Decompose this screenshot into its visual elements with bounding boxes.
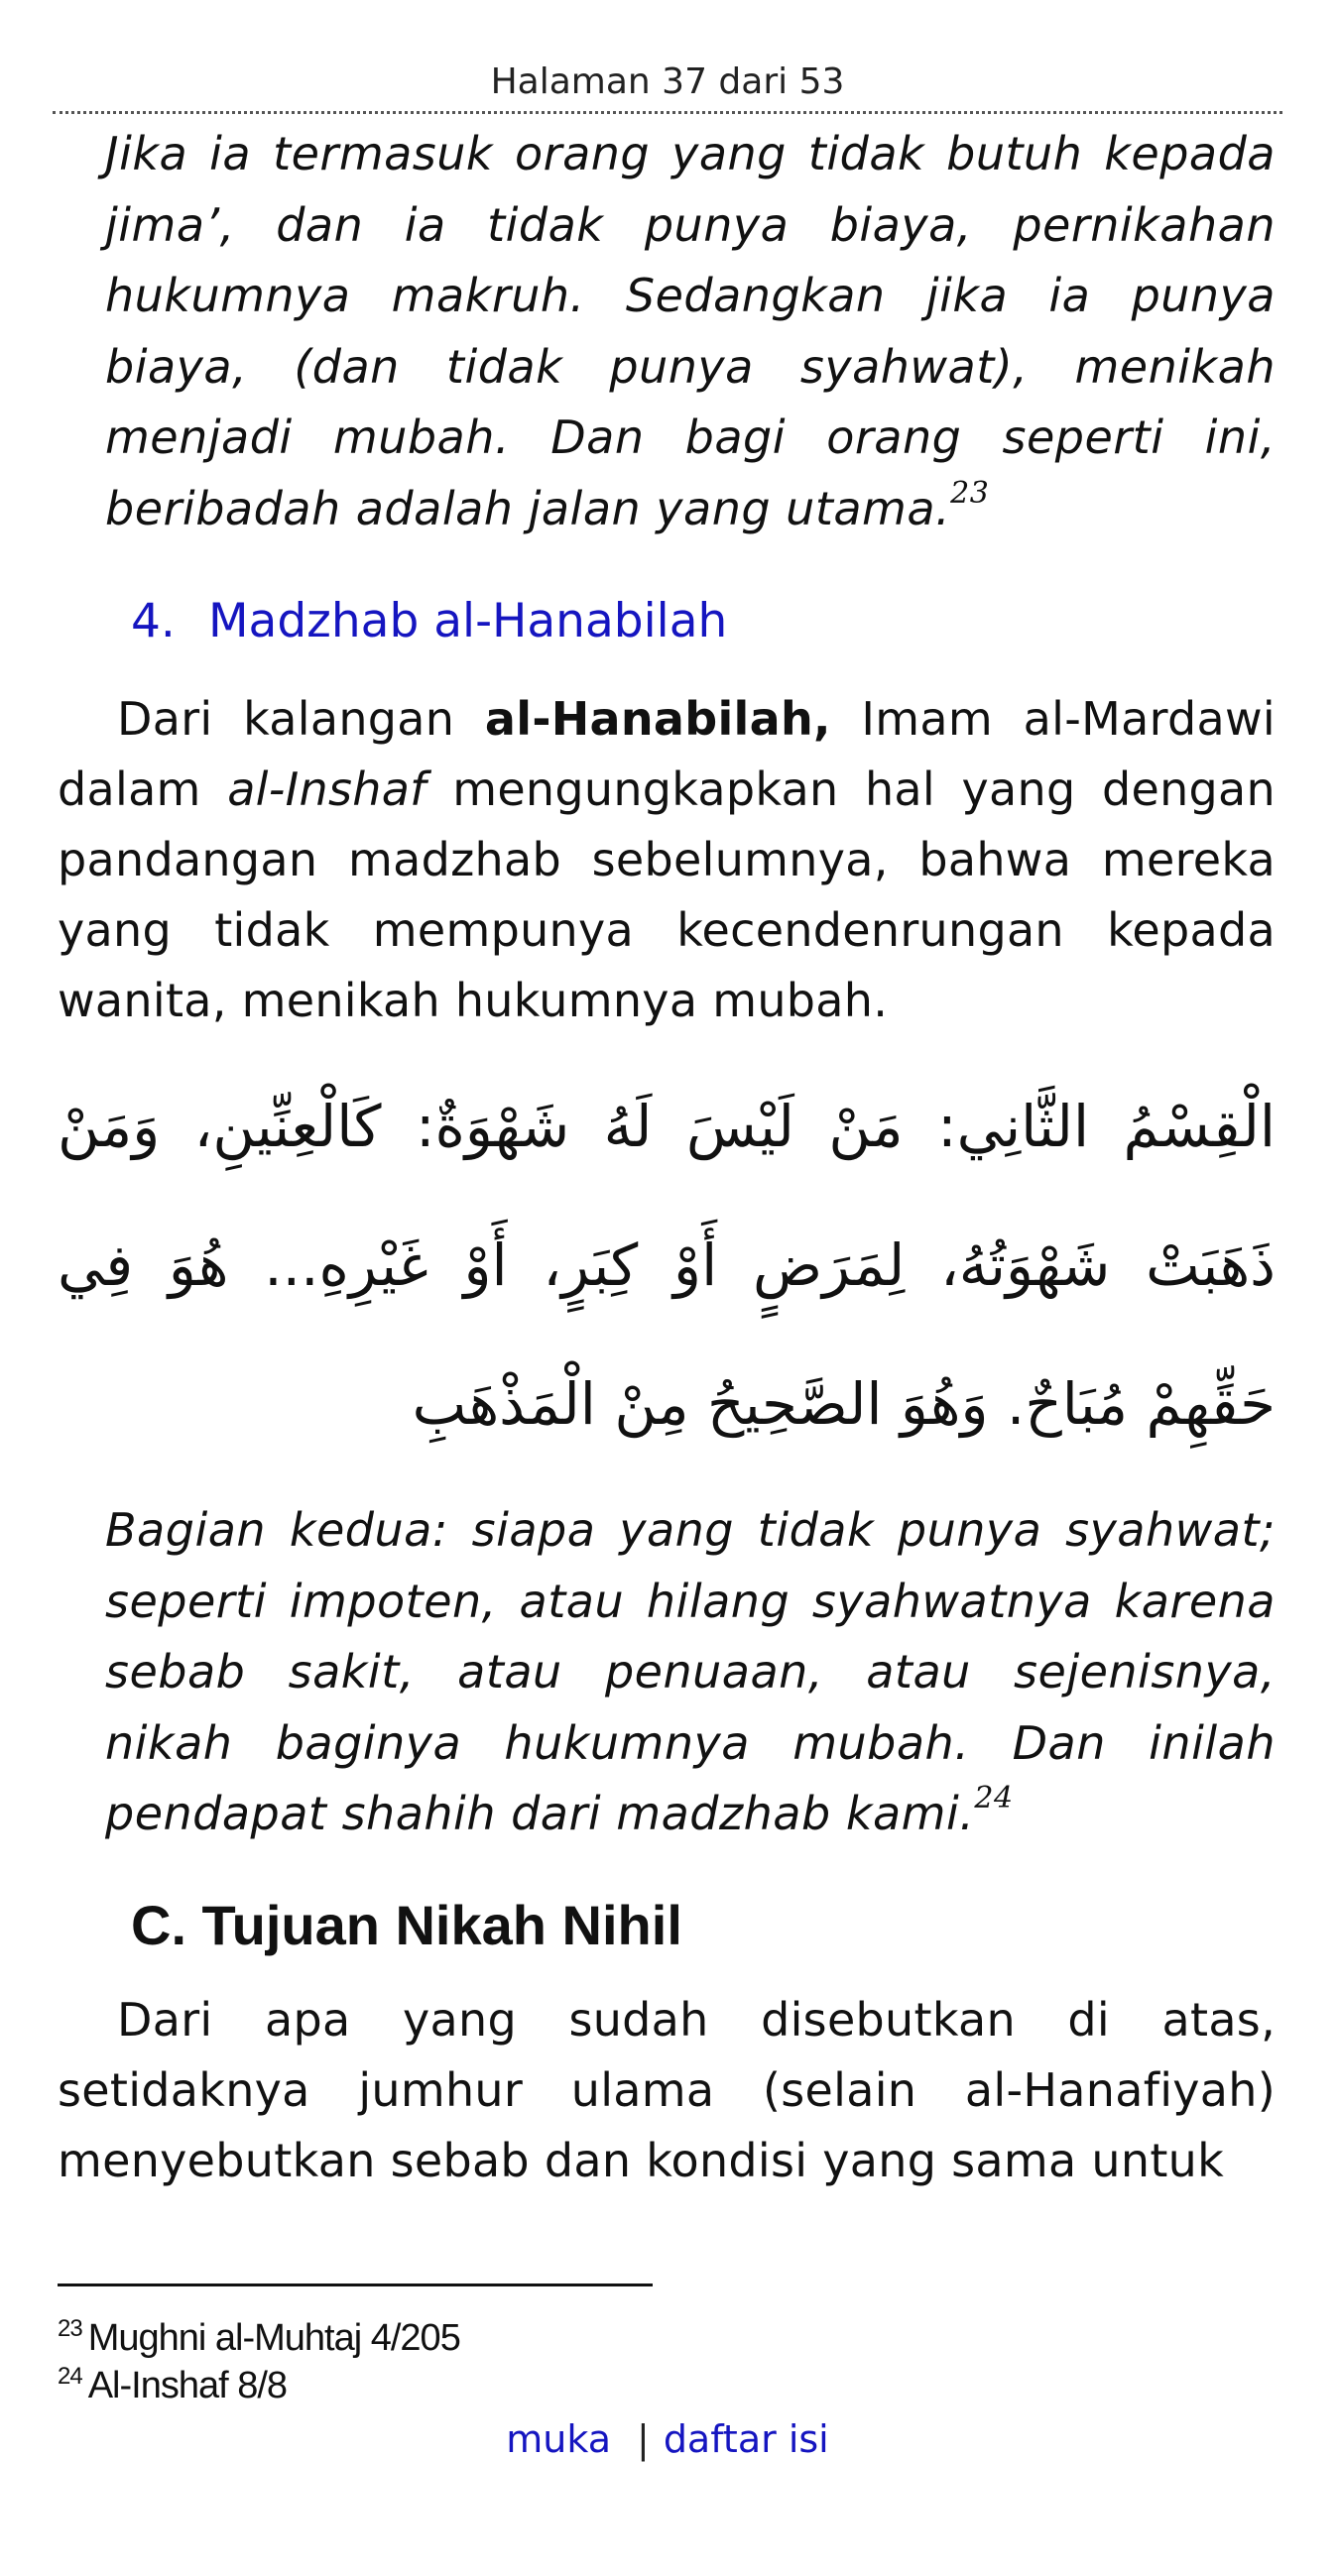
arabic-line-3: حَقِّهِمْ مُبَاحٌ. وَهُوَ الصَّحِيحُ مِنْ الْمَذْهَبِ [412, 1370, 1276, 1438]
home-link[interactable]: muka [506, 2417, 611, 2461]
table-of-contents-link[interactable]: daftar isi [663, 2417, 829, 2461]
section-heading: C. Tujuan Nikah Nihil [131, 1894, 682, 1956]
footnote-number: 24 [58, 2363, 82, 2390]
translation-quote-2 [105, 1495, 1276, 1850]
subsection-number: 4. [131, 594, 176, 648]
paragraph-1-part-2: Imam al-Mardawi dalam [58, 692, 1276, 816]
translation-quote-1 [105, 119, 1276, 544]
nav-separator: | [637, 2417, 650, 2461]
page-navigation [53, 2413, 1282, 2465]
paragraph-2-text: Dari apa yang sudah disebutkan di atas, setidaknya jumhur ulama (selain al-Hanafiyah) menyebutkan sebab dan kondisi yang sama untuk [58, 1993, 1276, 2187]
paragraph-1-bold: al-Hanabilah, [484, 692, 831, 746]
quote-2-text: Bagian kedua: siapa yang tidak punya syahwat; seperti impoten, atau hilang syahwatnya karena sebab sakit, atau penuaan, atau sejenisnya, nikah baginya hukumnya mubah. Dan inilah pendapat shahih dari madzhab kami. [105, 1503, 1276, 1840]
footnote-ref-24[interactable]: 24 [974, 1781, 1014, 1815]
footnote-text: Mughni al-Muhtaj 4/205 [87, 2317, 460, 2359]
footnote-ref-23[interactable]: 23 [950, 475, 990, 511]
footnote-number: 23 [58, 2315, 82, 2342]
page-number-header: Halaman 37 dari 53 [490, 61, 845, 102]
footnote-24 [58, 2362, 1276, 2409]
quote-1-text: Jika ia termasuk orang yang tidak butuh kepada jima’, dan ia tidak punya biaya, pernikahan hukumnya makruh. Sedangkan jika ia punya biaya, (dan tidak punya syahwat), menikah menjadi mubah. Dan bagi orang seperti ini, beribadah adalah jalan yang utama. [105, 127, 1276, 535]
arabic-quote [58, 1057, 1276, 1473]
paragraph-1-italic: al-Inshaf [227, 762, 426, 816]
header-divider [53, 111, 1282, 114]
footnotes [58, 2314, 1276, 2409]
subsection-heading [131, 587, 727, 656]
paragraph-1-part-3: mengungkapkan hal yang dengan pandangan madzhab sebelumnya, bahwa mereka yang tidak mempunya kecendenrungan kepada wanita, menikah hukumnya mubah. [58, 762, 1276, 1027]
paragraph-tujuan [58, 1985, 1276, 2196]
paragraph-hanabilah [58, 684, 1276, 1036]
footnote-text: Al-Inshaf 8/8 [87, 2365, 288, 2406]
arabic-line-1: الْقِسْمُ الثَّانِي: مَنْ لَيْسَ لَهُ شَهْوَةٌ: كَالْعِنِّينِ، وَمَنْ [58, 1093, 1276, 1160]
footnote-23 [58, 2314, 1276, 2362]
subsection-title: Madzhab al-Hanabilah [208, 594, 728, 648]
footnote-divider [58, 2283, 653, 2286]
paragraph-1-part-1: Dari kalangan [117, 692, 485, 746]
arabic-line-2: ذَهَبَتْ شَهْوَتُهُ، لِمَرَضٍ أَوْ كِبَرٍ، أَوْ غَيْرِهِ... هُوَ فِي [58, 1231, 1276, 1299]
